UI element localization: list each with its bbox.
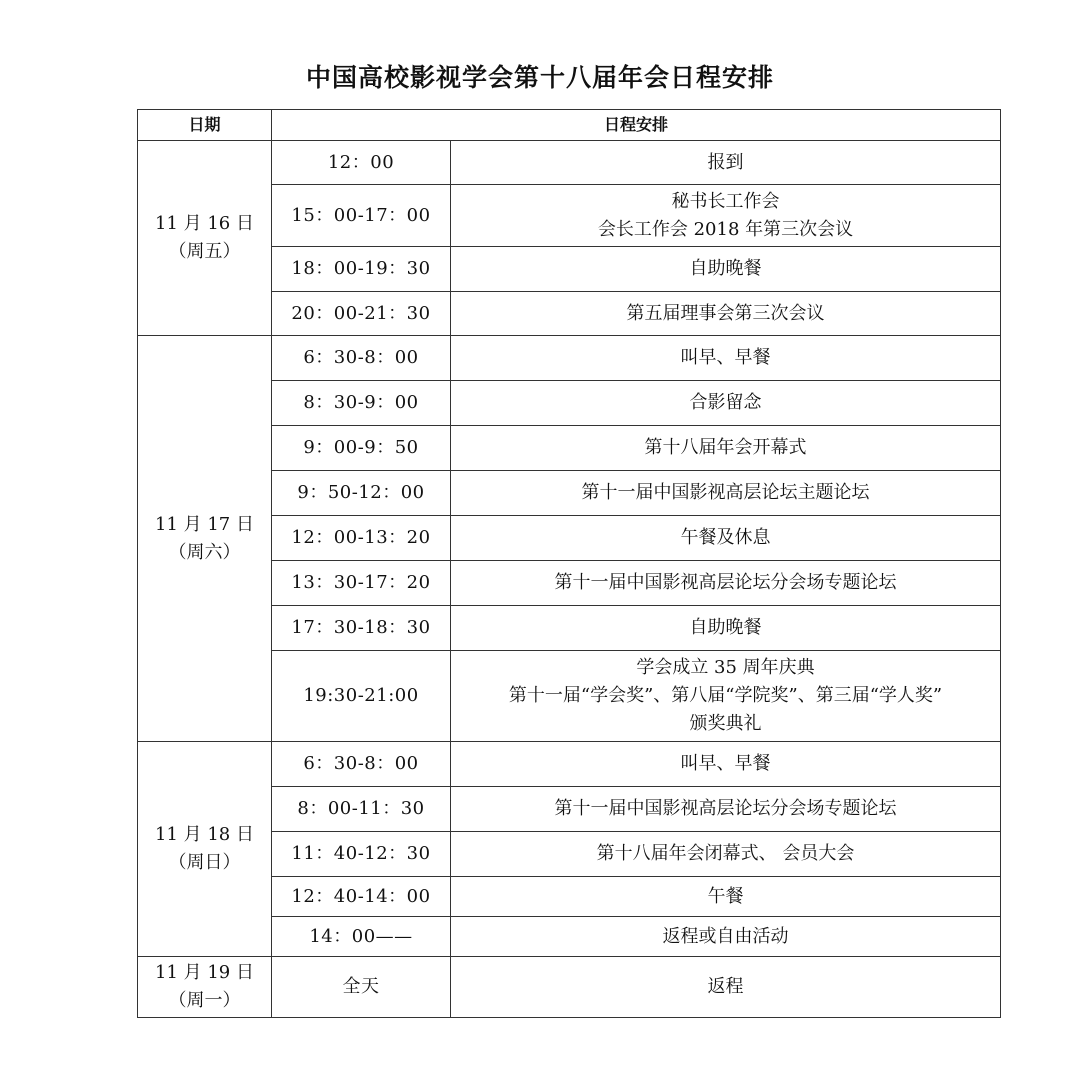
- event-text: 会长工作会 2018 年第三次会议: [597, 218, 854, 240]
- event-text: 叫早、早餐: [680, 347, 771, 368]
- event-text: 秘书长工作会: [671, 190, 780, 212]
- event-text: 午餐: [707, 885, 744, 907]
- table-header-row: [138, 110, 1001, 141]
- event-text: 午餐及休息: [680, 527, 771, 548]
- time-cell: 15：00-17：00: [272, 185, 451, 247]
- event-cell: [451, 336, 1001, 381]
- event-text: 第十八届年会闭幕式、 会员大会: [596, 843, 855, 864]
- event-cell: [451, 832, 1001, 877]
- event-text: 自助晚餐: [689, 617, 762, 638]
- event-text: 返程: [707, 976, 744, 997]
- time-cell: 19:30-21:00: [272, 651, 451, 742]
- weekday-text: （周六）: [168, 541, 241, 563]
- event-text: 合影留念: [689, 392, 762, 413]
- event-text: 第十一届中国影视高层论坛分会场专题论坛: [554, 572, 897, 593]
- event-cell: [451, 426, 1001, 471]
- table-row: [138, 141, 1001, 185]
- time-cell: 8：00-11：30: [272, 787, 451, 832]
- event-text: 返程或自由活动: [662, 925, 789, 947]
- table-row: [138, 336, 1001, 381]
- time-cell: 18：00-19：30: [272, 247, 451, 292]
- event-text: 学会成立 35 周年庆典: [636, 657, 815, 678]
- event-cell: [451, 917, 1001, 957]
- time-cell: 6：30-8：00: [272, 742, 451, 787]
- event-cell: [451, 141, 1001, 185]
- event-text: 第十一届中国影视高层论坛分会场专题论坛: [554, 798, 897, 819]
- schedule-table: [137, 109, 1001, 1018]
- event-text: 自助晚餐: [689, 258, 762, 279]
- event-cell: [451, 247, 1001, 292]
- date-cell: [138, 141, 272, 336]
- time-cell: 9：50-12：00: [272, 471, 451, 516]
- time-cell: 17：30-18：30: [272, 606, 451, 651]
- event-cell: [451, 561, 1001, 606]
- date-cell: [138, 336, 272, 742]
- date-cell: [138, 957, 272, 1018]
- time-cell: 12：00-13：20: [272, 516, 451, 561]
- weekday-text: （周一）: [168, 990, 241, 1011]
- date-text: 11 月 18 日: [155, 824, 254, 845]
- event-text: 第十一届“学会奖”、第八届“学院奖”、第三届“学人奖”: [508, 685, 943, 706]
- time-cell: 12：00: [272, 141, 451, 185]
- schedule-column-header: 日程安排: [272, 110, 1001, 141]
- date-text: 11 月 19 日: [155, 962, 254, 983]
- time-cell: 8：30-9：00: [272, 381, 451, 426]
- event-text: 第十一届中国影视高层论坛主题论坛: [581, 482, 870, 503]
- event-cell: [451, 877, 1001, 917]
- event-cell: [451, 957, 1001, 1018]
- time-cell: 13：30-17：20: [272, 561, 451, 606]
- event-text: 颁奖典礼: [689, 713, 762, 734]
- time-cell: 14：00——: [272, 917, 451, 957]
- schedule-body: [138, 141, 1001, 1018]
- event-text: 叫早、早餐: [680, 753, 771, 774]
- event-cell: [451, 606, 1001, 651]
- event-cell: [451, 381, 1001, 426]
- table-row: [138, 742, 1001, 787]
- time-cell: 11：40-12：30: [272, 832, 451, 877]
- time-cell: 12：40-14：00: [272, 877, 451, 917]
- event-cell: [451, 742, 1001, 787]
- table-row: [138, 957, 1001, 1018]
- event-cell: [451, 185, 1001, 247]
- page-title: 中国高校影视学会第十八届年会日程安排: [305, 63, 774, 92]
- event-cell: [451, 292, 1001, 336]
- event-cell: [451, 516, 1001, 561]
- time-cell: 全天: [272, 957, 451, 1018]
- date-cell: [138, 742, 272, 957]
- time-cell: 6：30-8：00: [272, 336, 451, 381]
- date-text: 11 月 16 日: [155, 213, 254, 234]
- weekday-text: （周五）: [168, 241, 241, 262]
- date-column-header: 日期: [138, 110, 272, 141]
- event-text: 报到: [707, 151, 744, 173]
- weekday-text: （周日）: [168, 852, 241, 873]
- event-text: 第十八届年会开幕式: [644, 437, 807, 458]
- event-cell: [451, 651, 1001, 742]
- time-cell: 9：00-9：50: [272, 426, 451, 471]
- event-cell: [451, 471, 1001, 516]
- time-cell: 20：00-21：30: [272, 292, 451, 336]
- event-text: 第五届理事会第三次会议: [626, 302, 825, 324]
- date-text: 11 月 17 日: [155, 513, 254, 535]
- event-cell: [451, 787, 1001, 832]
